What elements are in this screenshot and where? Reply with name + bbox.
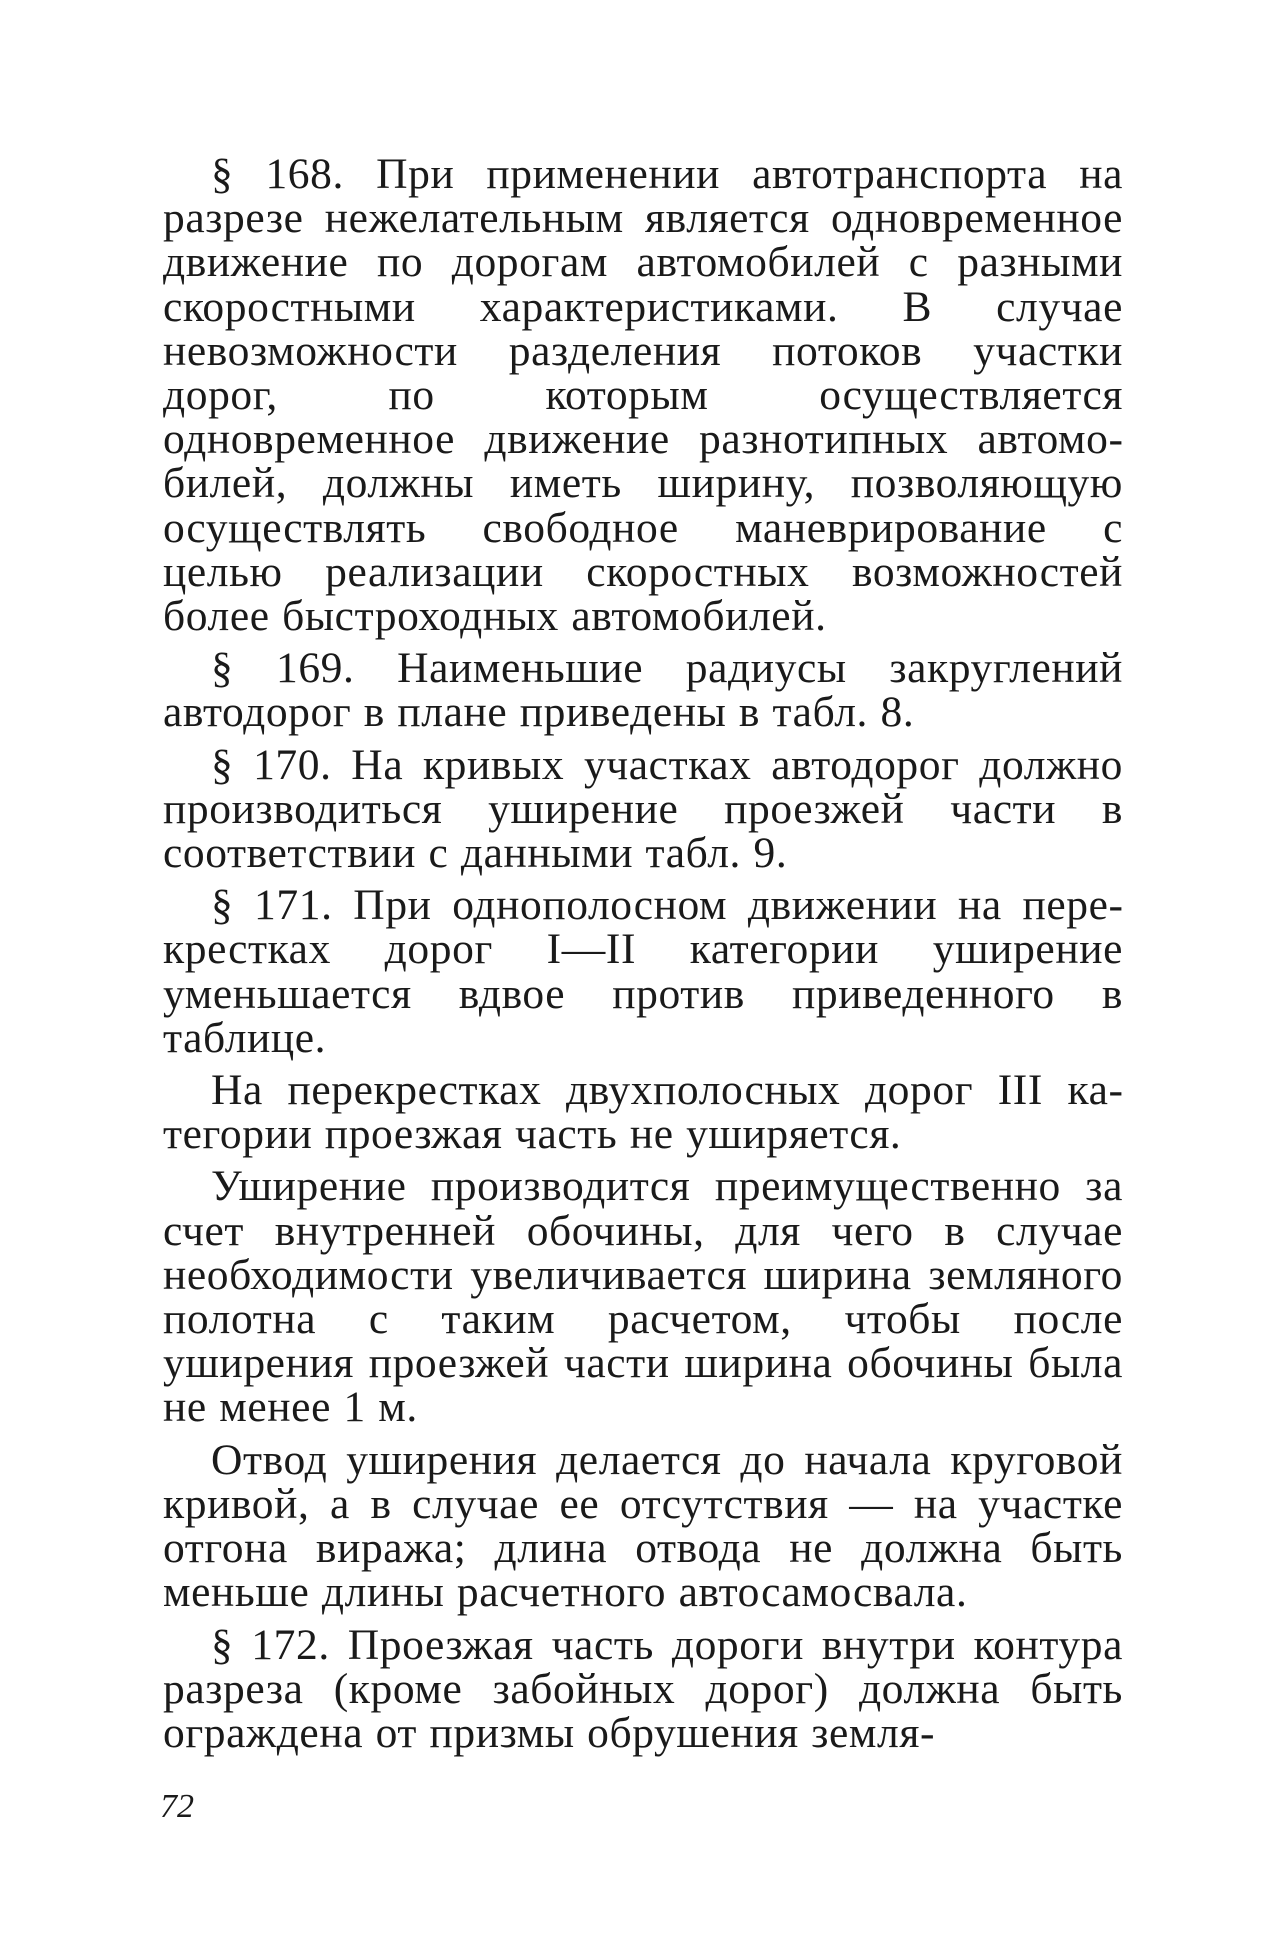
paragraph-171-widening: Уширение производится преимущественно за счет внутренней обочины, для чего в случае необходимости увеличивается ширина земляного полотна с таким расчетом, чтобы после уширения проезжей части ширина обочины была не менее 1 м. [163,1162,1123,1432]
paragraph-172: § 172. Проезжая часть дороги внутри контура разреза (кроме забойных дорог) должна быть ограждена от призмы обрушения земля- [163,1620,1123,1757]
page-body [163,152,1123,1763]
paragraph-171-transition: Отвод уширения делается до начала круговой кривой, а в случае ее отсутствия — на участке отгона виража; длина отвода не должна быть меньше длины расчетного автосамосвала. [163,1435,1123,1617]
paragraph-171: § 171. При однополосном движении на перекрестках дорог I—II категории уширение уменьшается вдвое против приведенного в таблице. [163,881,1123,1062]
paragraph-169: § 169. Наименьшие радиусы закруглений автодорог в плане приведены в табл. 8. [163,644,1123,737]
paragraph-168: § 168. При применении автотранспорта на разрезе нежелательным является одновременное движение по дорогам автомобилей с разными скоростными характеристиками. В случае невозможности разделения потоков участки дорог, по которым осуществляется одновременное движение разнотипных автомобилей, должны иметь ширину, позволяющую осуществлять свободное маневрирование с целью реализации скоростных возможностей более быстроходных автомобилей. [163,150,1123,641]
paragraph-171-crossroads: На перекрестках двухполосных дорог III категории проезжая часть не уширяется. [163,1066,1123,1159]
page-number: 72 [160,1788,194,1825]
paragraph-170: § 170. На кривых участках автодорог должно производиться уширение проезжей части в соответствии с данными табл. 9. [163,740,1123,878]
